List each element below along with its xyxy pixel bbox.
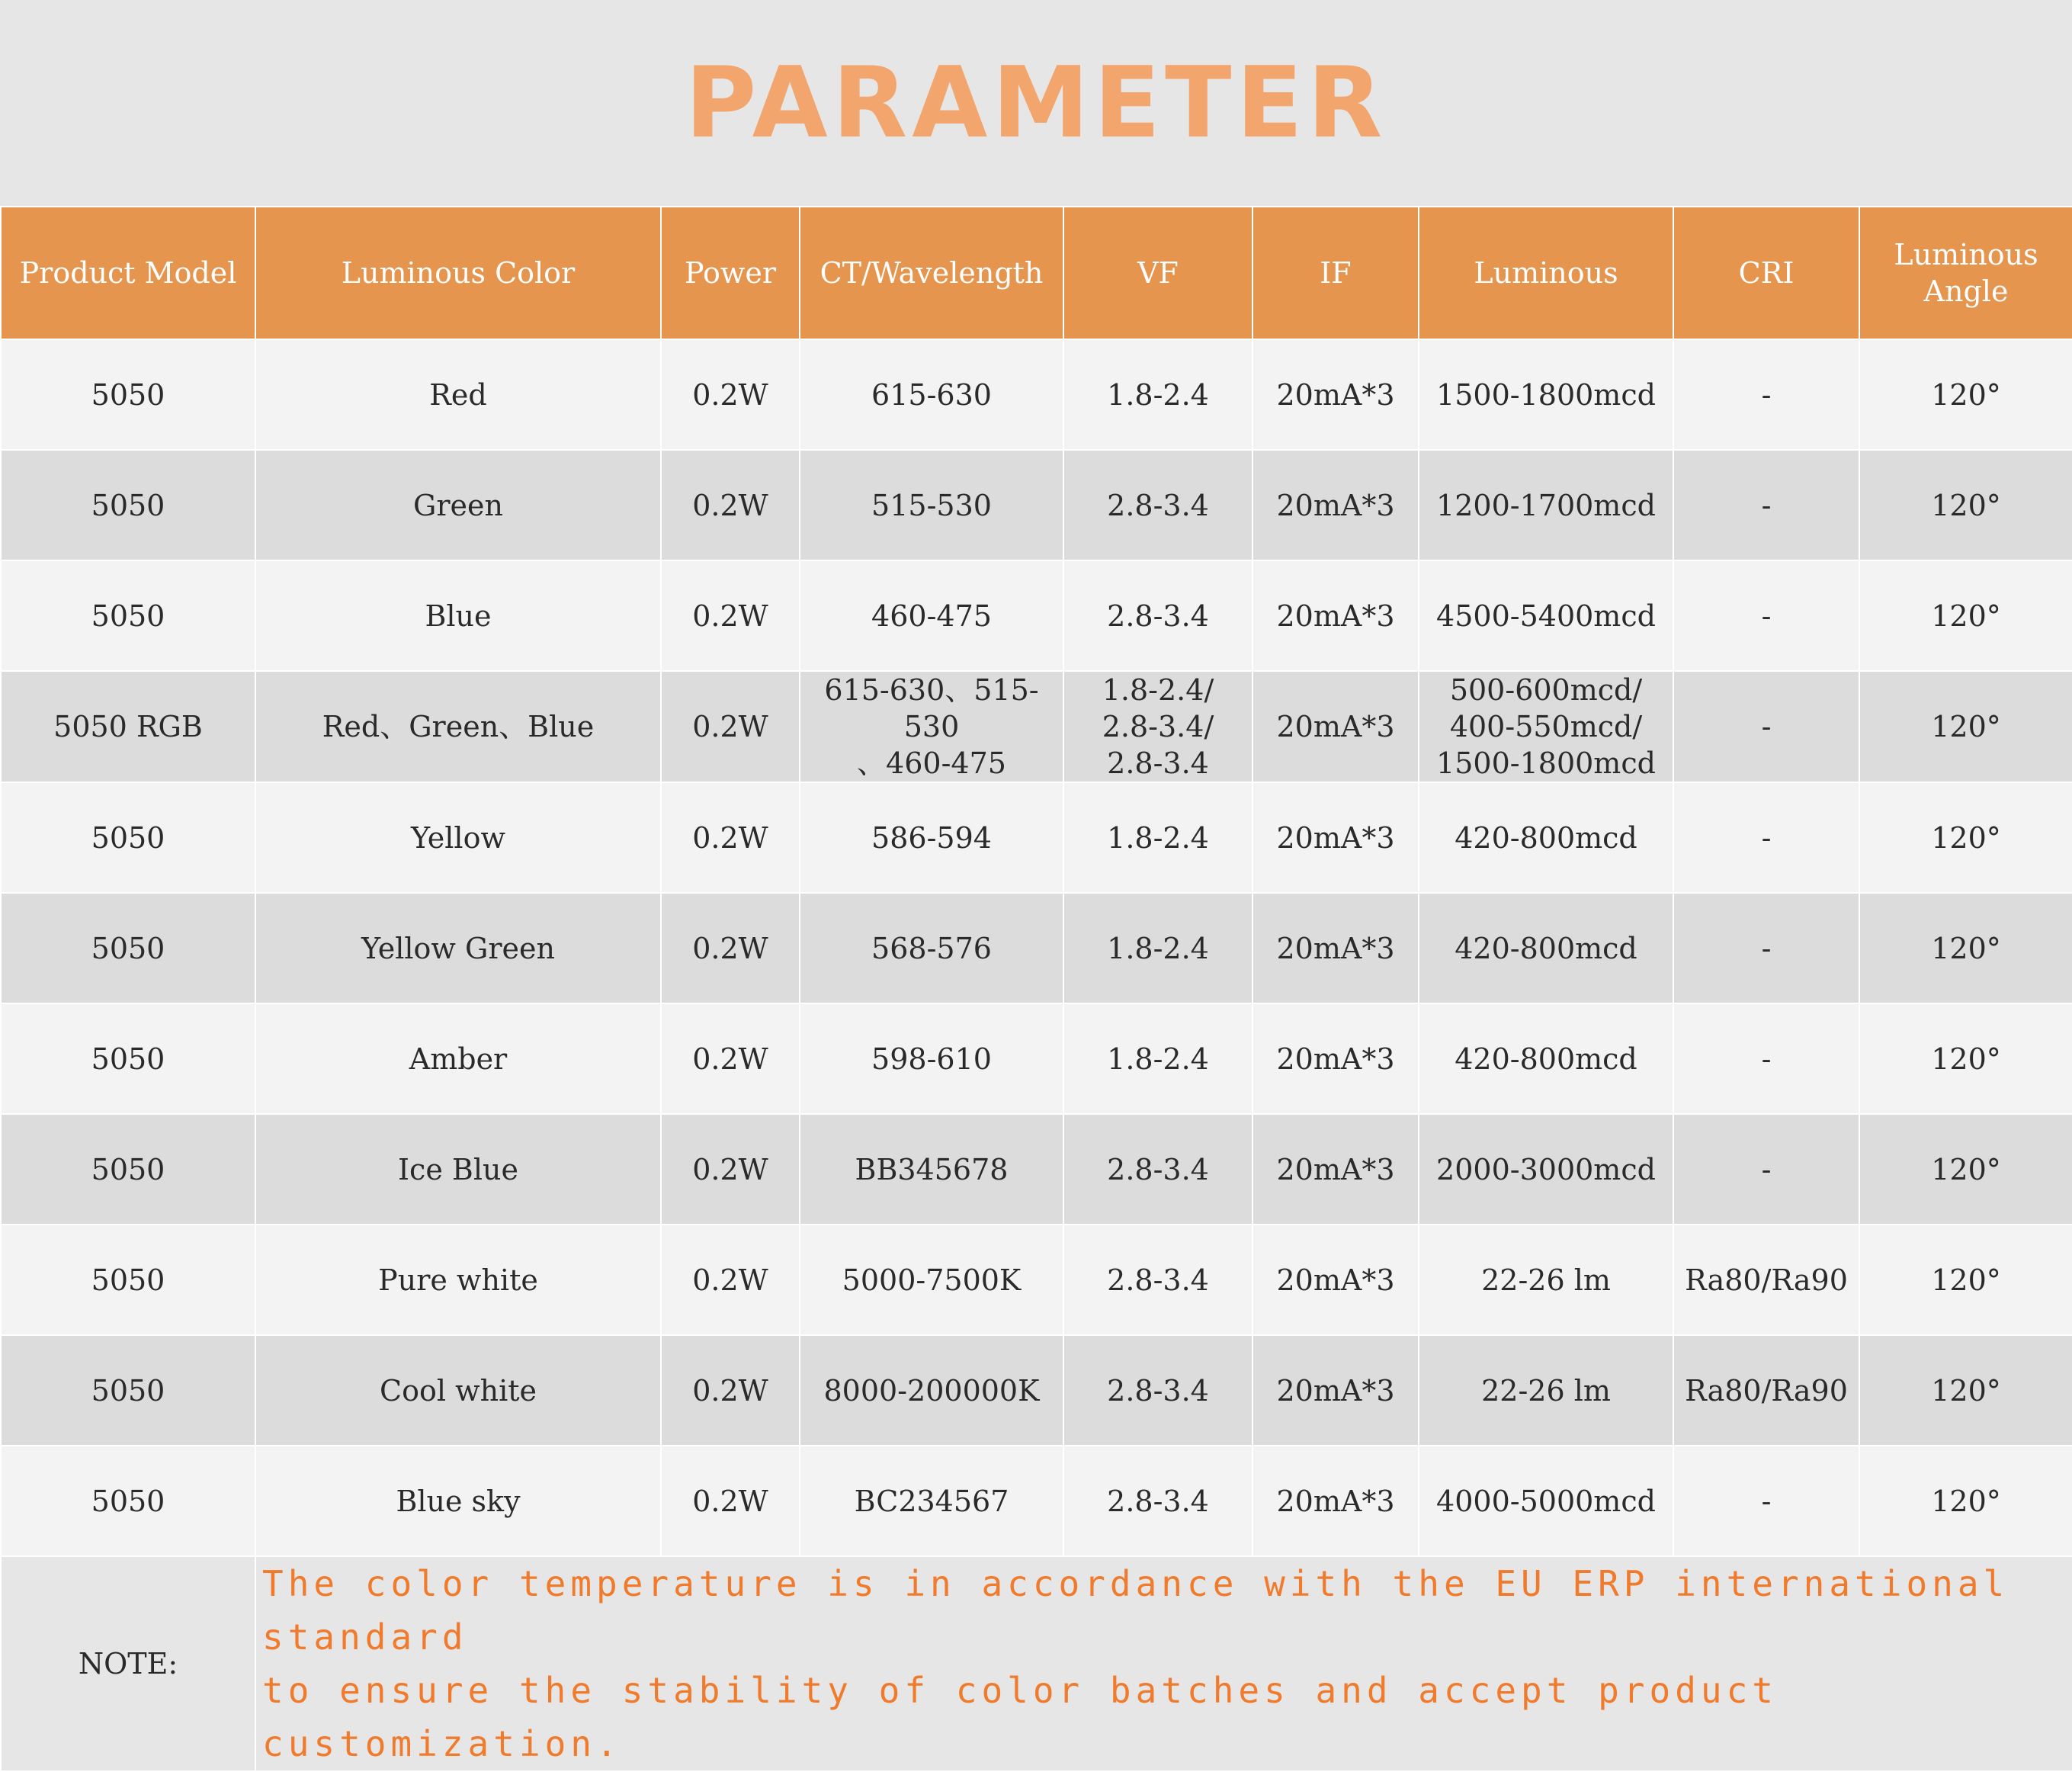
cell-ct-wavelength: 8000-200000K bbox=[800, 1335, 1063, 1446]
cell-luminous-color: Yellow bbox=[255, 782, 661, 893]
cell-luminous-angle: 120° bbox=[1859, 1335, 2072, 1446]
cell-power: 0.2W bbox=[661, 450, 800, 560]
cell-cri: - bbox=[1673, 1003, 1859, 1114]
cell-luminous-angle: 120° bbox=[1859, 1003, 2072, 1114]
cell-line: 400-550mcd/ bbox=[1449, 710, 1643, 743]
cell-vf: 2.8-3.4 bbox=[1063, 1225, 1253, 1335]
cell-power: 0.2W bbox=[661, 782, 800, 893]
table-row bbox=[1, 782, 2072, 893]
table-row bbox=[1, 1003, 2072, 1114]
cell-luminous-color: Cool white bbox=[255, 1335, 661, 1446]
cell-if: 20mA*3 bbox=[1253, 560, 1419, 671]
header-luminous-angle-line: Luminous bbox=[1894, 238, 2038, 271]
header-row bbox=[1, 207, 2072, 339]
table-row bbox=[1, 1335, 2072, 1446]
note-row bbox=[1, 1556, 2072, 1771]
cell-ct-wavelength: 5000-7500K bbox=[800, 1225, 1063, 1335]
cell-product-model: 5050 bbox=[1, 450, 255, 560]
cell-ct-wavelength: 598-610 bbox=[800, 1003, 1063, 1114]
title-band bbox=[0, 0, 2072, 206]
cell-vf: 1.8-2.4 bbox=[1063, 893, 1253, 1003]
cell-cri: - bbox=[1673, 1446, 1859, 1556]
cell-luminous-angle: 120° bbox=[1859, 1114, 2072, 1225]
cell-power: 0.2W bbox=[661, 1446, 800, 1556]
cell-line: 615-630、515-530 bbox=[824, 673, 1039, 743]
table-row bbox=[1, 339, 2072, 450]
cell-product-model: 5050 RGB bbox=[1, 671, 255, 782]
cell-product-model: 5050 bbox=[1, 782, 255, 893]
cell-cri: - bbox=[1673, 339, 1859, 450]
table-body bbox=[1, 339, 2072, 1556]
cell-cri: Ra80/Ra90 bbox=[1673, 1225, 1859, 1335]
cell-luminous-color: Red、Green、Blue bbox=[255, 671, 661, 782]
cell-luminous-angle: 120° bbox=[1859, 450, 2072, 560]
cell-luminous: 420-800mcd bbox=[1419, 1003, 1673, 1114]
cell-luminous: 4000-5000mcd bbox=[1419, 1446, 1673, 1556]
cell-ct-wavelength: BC234567 bbox=[800, 1446, 1063, 1556]
cell-cri: - bbox=[1673, 1114, 1859, 1225]
cell-power: 0.2W bbox=[661, 671, 800, 782]
cell-power: 0.2W bbox=[661, 1003, 800, 1114]
note-label: NOTE: bbox=[1, 1556, 255, 1771]
cell-luminous-angle: 120° bbox=[1859, 782, 2072, 893]
cell-cri: - bbox=[1673, 671, 1859, 782]
cell-ct-wavelength bbox=[800, 671, 1063, 782]
cell-if: 20mA*3 bbox=[1253, 339, 1419, 450]
cell-ct-wavelength: 515-530 bbox=[800, 450, 1063, 560]
cell-luminous: 4500-5400mcd bbox=[1419, 560, 1673, 671]
cell-luminous: 420-800mcd bbox=[1419, 782, 1673, 893]
cell-luminous-color: Red bbox=[255, 339, 661, 450]
cell-luminous bbox=[1419, 671, 1673, 782]
cell-power: 0.2W bbox=[661, 1114, 800, 1225]
header-vf: VF bbox=[1063, 207, 1253, 339]
cell-luminous-angle: 120° bbox=[1859, 893, 2072, 1003]
cell-if: 20mA*3 bbox=[1253, 1446, 1419, 1556]
cell-vf: 2.8-3.4 bbox=[1063, 1446, 1253, 1556]
cell-if: 20mA*3 bbox=[1253, 893, 1419, 1003]
cell-line: 500-600mcd/ bbox=[1449, 673, 1643, 707]
cell-vf: 1.8-2.4 bbox=[1063, 339, 1253, 450]
note-line: The color temperature is in accordance with the EU ERP international standard bbox=[262, 1563, 2009, 1658]
cell-luminous-color: Ice Blue bbox=[255, 1114, 661, 1225]
cell-product-model: 5050 bbox=[1, 1114, 255, 1225]
header-cri: CRI bbox=[1673, 207, 1859, 339]
header-luminous-angle-line: Angle bbox=[1923, 274, 2009, 308]
table-row bbox=[1, 450, 2072, 560]
cell-cri: - bbox=[1673, 560, 1859, 671]
cell-line: 1.8-2.4/ bbox=[1102, 673, 1214, 707]
table-row bbox=[1, 560, 2072, 671]
note-line: to ensure the stability of color batches and accept product customization. bbox=[262, 1670, 1778, 1764]
cell-product-model: 5050 bbox=[1, 1225, 255, 1335]
cell-ct-wavelength: 615-630 bbox=[800, 339, 1063, 450]
header-luminous-color: Luminous Color bbox=[255, 207, 661, 339]
table-row bbox=[1, 1225, 2072, 1335]
cell-vf: 2.8-3.4 bbox=[1063, 560, 1253, 671]
cell-cri: - bbox=[1673, 450, 1859, 560]
cell-product-model: 5050 bbox=[1, 560, 255, 671]
header-luminous: Luminous bbox=[1419, 207, 1673, 339]
cell-power: 0.2W bbox=[661, 339, 800, 450]
cell-cri: - bbox=[1673, 782, 1859, 893]
cell-luminous-angle: 120° bbox=[1859, 1225, 2072, 1335]
cell-luminous-angle: 120° bbox=[1859, 671, 2072, 782]
cell-luminous-color: Green bbox=[255, 450, 661, 560]
cell-luminous-color: Amber bbox=[255, 1003, 661, 1114]
cell-power: 0.2W bbox=[661, 560, 800, 671]
cell-ct-wavelength: BB345678 bbox=[800, 1114, 1063, 1225]
cell-luminous-color: Pure white bbox=[255, 1225, 661, 1335]
header-luminous-angle bbox=[1859, 207, 2072, 339]
cell-vf: 2.8-3.4 bbox=[1063, 1335, 1253, 1446]
cell-product-model: 5050 bbox=[1, 1446, 255, 1556]
table-row bbox=[1, 1114, 2072, 1225]
cell-product-model: 5050 bbox=[1, 1003, 255, 1114]
cell-cri: Ra80/Ra90 bbox=[1673, 1335, 1859, 1446]
page-title: PARAMETER bbox=[685, 46, 1387, 160]
header-if: IF bbox=[1253, 207, 1419, 339]
cell-power: 0.2W bbox=[661, 893, 800, 1003]
cell-vf: 2.8-3.4 bbox=[1063, 450, 1253, 560]
cell-power: 0.2W bbox=[661, 1335, 800, 1446]
header-power: Power bbox=[661, 207, 800, 339]
cell-line: 、460-475 bbox=[857, 746, 1006, 780]
table-row bbox=[1, 1446, 2072, 1556]
cell-vf: 1.8-2.4 bbox=[1063, 1003, 1253, 1114]
cell-luminous: 2000-3000mcd bbox=[1419, 1114, 1673, 1225]
cell-if: 20mA*3 bbox=[1253, 1225, 1419, 1335]
cell-product-model: 5050 bbox=[1, 339, 255, 450]
cell-if: 20mA*3 bbox=[1253, 1003, 1419, 1114]
note-text bbox=[255, 1556, 2072, 1771]
cell-product-model: 5050 bbox=[1, 1335, 255, 1446]
header-product-model: Product Model bbox=[1, 207, 255, 339]
cell-if: 20mA*3 bbox=[1253, 450, 1419, 560]
cell-luminous: 22-26 lm bbox=[1419, 1335, 1673, 1446]
cell-luminous-angle: 120° bbox=[1859, 339, 2072, 450]
cell-line: 2.8-3.4 bbox=[1107, 746, 1209, 780]
cell-luminous-color: Blue bbox=[255, 560, 661, 671]
parameter-table bbox=[0, 206, 2072, 1772]
table-row bbox=[1, 671, 2072, 782]
cell-vf bbox=[1063, 671, 1253, 782]
cell-vf: 1.8-2.4 bbox=[1063, 782, 1253, 893]
cell-luminous-color: Yellow Green bbox=[255, 893, 661, 1003]
header-ct-wavelength: CT/Wavelength bbox=[800, 207, 1063, 339]
cell-if: 20mA*3 bbox=[1253, 1114, 1419, 1225]
cell-luminous: 1500-1800mcd bbox=[1419, 339, 1673, 450]
cell-luminous: 22-26 lm bbox=[1419, 1225, 1673, 1335]
cell-product-model: 5050 bbox=[1, 893, 255, 1003]
cell-if: 20mA*3 bbox=[1253, 1335, 1419, 1446]
cell-luminous-angle: 120° bbox=[1859, 560, 2072, 671]
cell-cri: - bbox=[1673, 893, 1859, 1003]
cell-luminous-angle: 120° bbox=[1859, 1446, 2072, 1556]
cell-if: 20mA*3 bbox=[1253, 782, 1419, 893]
cell-line: 2.8-3.4/ bbox=[1102, 710, 1214, 743]
cell-ct-wavelength: 586-594 bbox=[800, 782, 1063, 893]
cell-luminous-color: Blue sky bbox=[255, 1446, 661, 1556]
cell-if: 20mA*3 bbox=[1253, 671, 1419, 782]
cell-ct-wavelength: 460-475 bbox=[800, 560, 1063, 671]
cell-power: 0.2W bbox=[661, 1225, 800, 1335]
cell-line: 1500-1800mcd bbox=[1436, 746, 1656, 780]
cell-ct-wavelength: 568-576 bbox=[800, 893, 1063, 1003]
cell-luminous: 420-800mcd bbox=[1419, 893, 1673, 1003]
cell-vf: 2.8-3.4 bbox=[1063, 1114, 1253, 1225]
cell-luminous: 1200-1700mcd bbox=[1419, 450, 1673, 560]
table-row bbox=[1, 893, 2072, 1003]
